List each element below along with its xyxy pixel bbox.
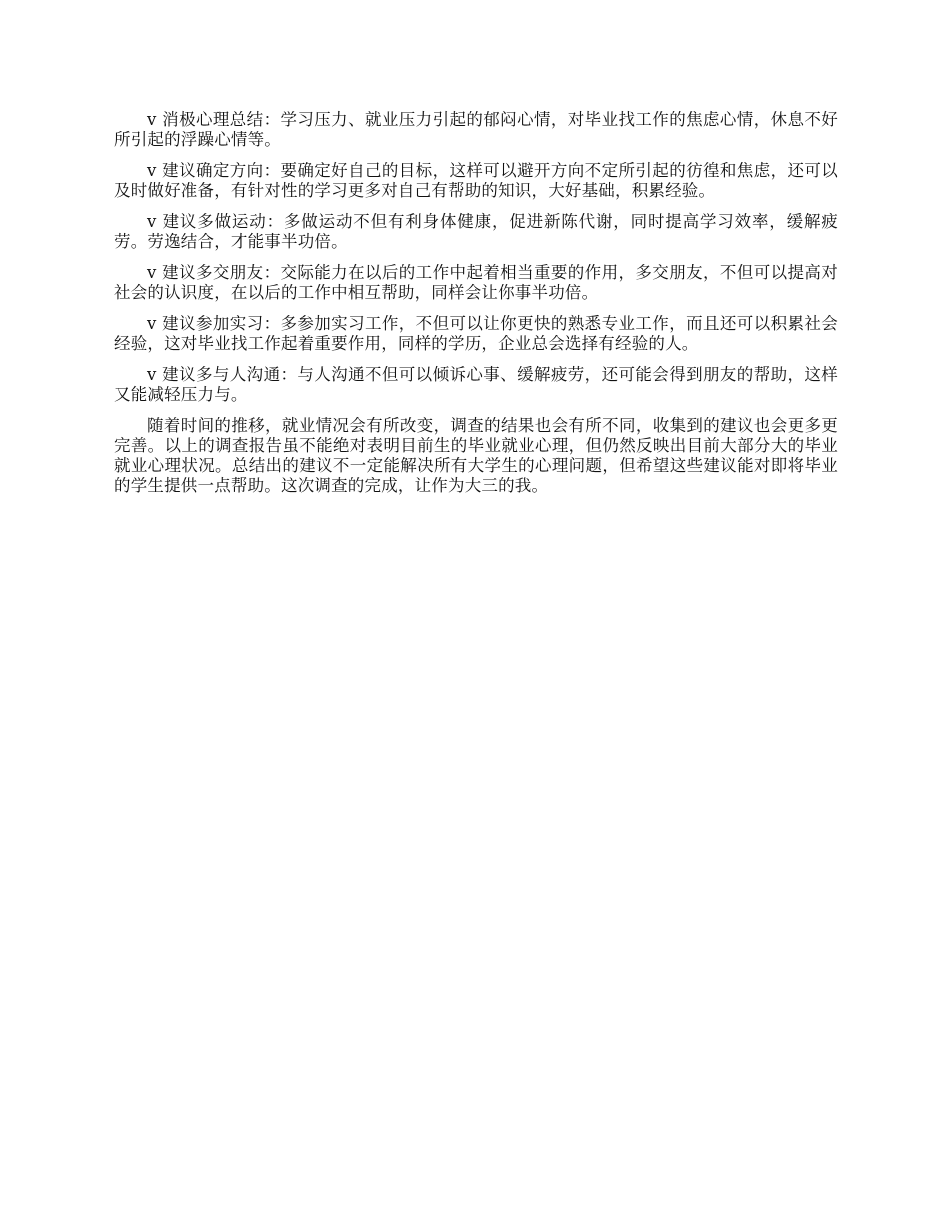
paragraph-suggestion-exercise: v 建议多做运动：多做运动不但有利身体健康，促进新陈代谢，同时提高学习效率，缓解疲劳。劳逸结合，才能事半功倍。 [114,212,838,251]
paragraph-suggestion-internship: v 建议参加实习：多参加实习工作，不但可以让你更快的熟悉专业工作，而且还可以积累社会经验，这对毕业找工作起着重要作用，同样的学历，企业总会选择有经验的人。 [114,314,838,353]
paragraph-suggestion-make-friends: v 建议多交朋友：交际能力在以后的工作中起着相当重要的作用，多交朋友，不但可以提高对社会的认识度，在以后的工作中相互帮助，同样会让你事半功倍。 [114,263,838,302]
document-body [114,110,838,507]
paragraph-suggestion-set-direction: v 建议确定方向：要确定好自己的目标，这样可以避开方向不定所引起的彷徨和焦虑，还可以及时做好准备，有针对性的学习更多对自己有帮助的知识，大好基础，积累经验。 [114,161,838,200]
paragraph-suggestion-communicate: v 建议多与人沟通：与人沟通不但可以倾诉心事、缓解疲劳，还可能会得到朋友的帮助，这样又能减轻压力与。 [114,365,838,404]
paragraph-conclusion: 随着时间的推移，就业情况会有所改变，调查的结果也会有所不同，收集到的建议也会更多更完善。以上的调查报告虽不能绝对表明目前生的毕业就业心理，但仍然反映出目前大部分大的毕业就业心理状况。总结出的建议不一定能解决所有大学生的心理问题，但希望这些建议能对即将毕业的学生提供一点帮助。这次调查的完成，让作为大三的我。 [114,416,838,495]
paragraph-negative-psychology-summary: v 消极心理总结：学习压力、就业压力引起的郁闷心情，对毕业找工作的焦虑心情，休息不好所引起的浮躁心情等。 [114,110,838,149]
